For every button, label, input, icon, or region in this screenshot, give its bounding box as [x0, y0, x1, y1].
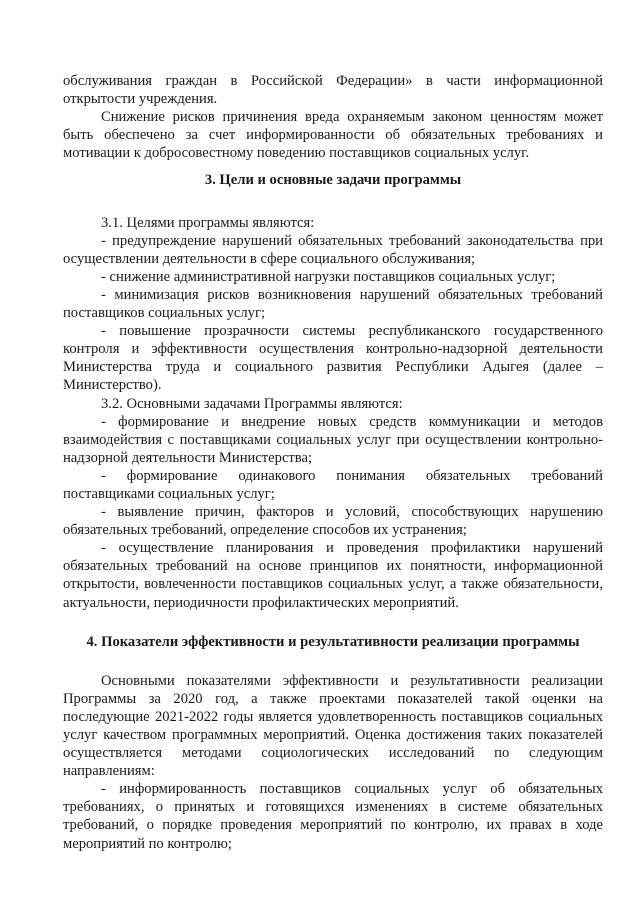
- indicators-paragraph: Основными показателями эффективности и результативности реализации Программы за 2020 год, а также проектами показателей такой оценки на последующие 2021-2022 годы является удовлетворенность поставщиков социальных услуг качеством программных мероприятий. Оценка достижения таких показателей осуществляется методами социологических исследований по следующим направлениям:: [63, 672, 603, 780]
- goal-item: - минимизация рисков возникновения нарушений обязательных требований поставщиков социальных услуг;: [63, 286, 603, 322]
- section-4-title: 4. Показатели эффективности и результативности реализации программы: [86, 633, 580, 650]
- document-page: [63, 72, 603, 853]
- goal-item: - повышение прозрачности системы республиканского государственного контроля и эффективности осуществления контрольно-надзорной деятельности Министерства труда и социального развития Республики Адыгея (далее – Министерство).: [63, 323, 603, 394]
- paragraph-intro-1: обслуживания граждан в Российской Федерации» в части информационной открытости учреждения.: [63, 73, 603, 108]
- goal-item: - снижение административной нагрузки поставщиков социальных услуг;: [101, 268, 556, 285]
- paragraph-intro-2: Снижение рисков причинения вреда охраняемым законом ценностям может быть обеспечено за счет информированности об обязательных требованиях и мотивации к добросовестному поведению поставщиков социальных услуг.: [63, 109, 603, 162]
- indicator-item: - информированность поставщиков социальных услуг об обязательных требованиях, о принятых и готовящихся изменениях в системе обязательных требований, о порядке проведения мероприятий по контролю, их правах в ходе мероприятий по контролю;: [63, 781, 603, 852]
- section-3-title: 3. Цели и основные задачи программы: [204, 172, 462, 189]
- task-item: - формирование и внедрение новых средств коммуникации и методов взаимодействия с поставщиками социальных услуг при осуществлении контрольно-надзорной деятельности Министерства;: [63, 413, 603, 466]
- tasks-intro: 3.2. Основными задачами Программы являются:: [101, 395, 403, 412]
- task-item: - осуществление планирования и проведения профилактики нарушений обязательных требований на основе принципов их понятности, информационной открытости, вовлеченности поставщиков социальных услуг, а также обязательности, актуальности, периодичности профилактических мероприятий.: [63, 540, 603, 611]
- task-item: - формирование одинакового понимания обязательных требований поставщиками социальных услуг;: [63, 467, 603, 502]
- goals-intro: 3.1. Целями программы являются:: [101, 214, 315, 231]
- task-item: - выявление причин, факторов и условий, способствующих нарушению обязательных требований, определение способов их устранения;: [63, 504, 603, 539]
- goal-item: - предупреждение нарушений обязательных требований законодательства при осуществлении деятельности в сфере социального обслуживания;: [63, 232, 603, 267]
